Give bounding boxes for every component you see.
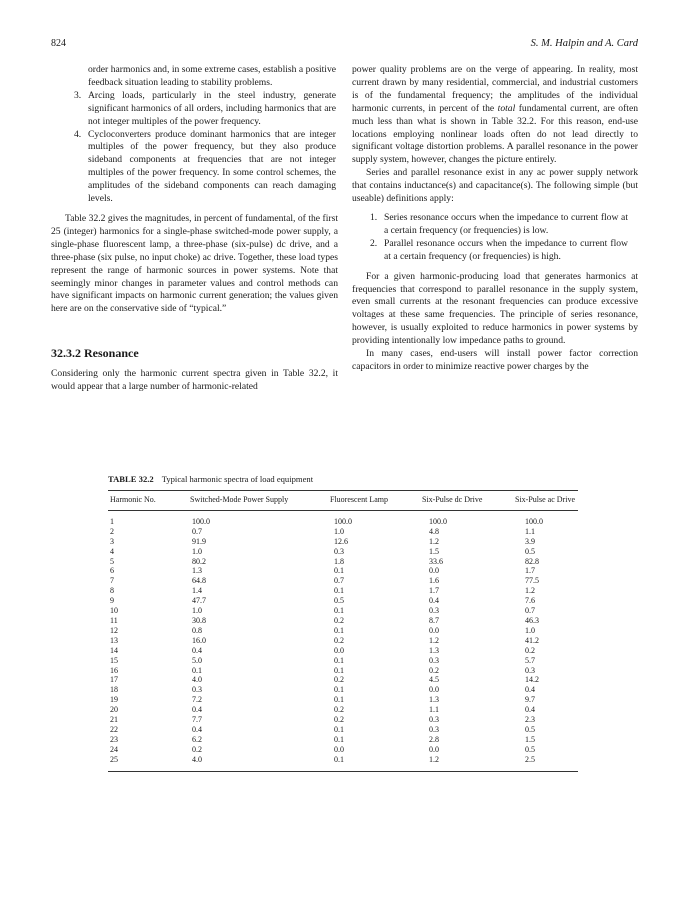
table-cell: 0.5 [525,724,535,734]
table-cell: 22 [110,724,118,734]
table-cell: 14 [110,645,118,655]
table-cell: 77.5 [525,576,539,586]
table-cell: 0.1 [334,566,344,576]
table-cell: 0.0 [334,744,344,754]
table-cell: 1.3 [429,695,439,705]
table-row [108,675,578,685]
table-cell: 1.3 [429,645,439,655]
paragraph-end-users: In many cases, end-users will install power factor correction capacitors in order to minimize reactive power charges by the [352,348,638,372]
column-header: Six-Pulse dc Drive [422,491,515,511]
section-heading-wrapper [51,346,338,360]
table-row [108,725,578,735]
table-cell: 18 [110,685,118,695]
table-cell: 15 [110,655,118,665]
table-cell: 0.1 [334,695,344,705]
table-cell: 1.2 [422,755,515,771]
table-cell: 1.8 [334,556,344,566]
table-cell: 10 [110,606,118,616]
table-cell: 21 [110,715,118,725]
table-cell: 16 [110,665,118,675]
table-cell: 3.9 [525,536,535,546]
table-cell: 0.4 [192,645,202,655]
table-row [108,745,578,755]
table-cell: 11 [110,615,118,625]
table-cell: 0.3 [429,715,439,725]
list-item-number: 4. [74,128,82,140]
emphasis-total: total [497,102,516,114]
list-item [51,90,338,129]
paragraph-harmonic-load: For a given harmonic-producing load that generates harmonics at frequencies that correspond to parallel resonance in the supply system, even small currents at the resonant frequencies can produce excessive voltages at these same frequencies. The principle of series resonance, however, is usually exploited to reduce harmonics in power systems by providing intentionally low impedance paths to ground. [352,270,638,347]
table-cell: 0.2 [192,744,202,754]
column-header: Switched-Mode Power Supply [190,491,330,511]
table-cell: 47.7 [192,596,206,606]
table-row [108,566,578,576]
table-cell: 33.6 [429,556,443,566]
right-column [352,64,638,374]
table-row [108,715,578,725]
table-cell: 41.2 [525,635,539,645]
table-cell: 30.8 [192,615,206,625]
table-cell: 80.2 [192,556,206,566]
paragraph-series-parallel: Series and parallel resonance exist in any ac power supply network that contains inductance(s) and capacitance(s). The following simple (but useable) definitions apply: [352,167,638,205]
table-cell: 0.1 [334,655,344,665]
table-cell: 64.8 [192,576,206,586]
table-cell: 6 [110,566,114,576]
table-cell: 0.2 [334,715,344,725]
table-row [108,586,578,596]
table-cell: 3 [110,536,114,546]
table-cell: 0.3 [525,665,535,675]
paragraph-text: fundamental current, are often much less than what is shown in Table 32.2. For this reason, end-use locations employing nonlinear loads often do not lead directly to significant voltage distortion problems. A parallel resonance in the power supply system, however, changes the picture entirely. [352,102,638,166]
harmonic-spectra-table [108,490,578,772]
table-cell: 1.1 [429,705,439,715]
table-row [108,636,578,646]
table-cell: 5 [110,556,114,566]
table-cell: 12 [110,625,118,635]
table-caption [108,474,313,484]
table-cell: 0.0 [429,685,439,695]
table-cell: 0.4 [525,705,535,715]
left-column [51,64,338,394]
table-row [108,656,578,666]
table-cell: 0.4 [192,705,202,715]
list-item-number: 2. [370,237,378,249]
list-item [51,64,338,90]
table-row [108,616,578,626]
paragraph-table-description: Table 32.2 gives the magnitudes, in percent of fundamental, of the first 25 (integer) harmonics for a single-phase switched-mode power supply, a single-phase fluorescent lamp, a three-phase (six-pulse) dc drive, and a three-phase (six pulse, no input choke) ac drive. Together, these load types represent the range of harmonic sources in power systems. Note that seemingly minor changes in parameter values and control methods can have significant impacts on harmonic current generation; the values given here are on the conservative side of “typical.” [51,212,338,315]
table-cell: 1.0 [192,606,202,616]
table-row [108,755,578,771]
table-cell: 0.1 [334,625,344,635]
list-item [51,129,338,206]
table-cell: 17 [110,675,118,685]
table-cell: 7 [110,576,114,586]
table-cell: 20 [110,705,118,715]
table-label: TABLE 32.2 [108,474,154,484]
table-cell: 0.0 [429,744,439,754]
table-cell: 5.0 [192,655,202,665]
table-row [108,510,578,526]
table-cell: 100.0 [525,516,543,526]
table-cell: 1.5 [525,734,535,744]
table-cell: 0.7 [525,606,535,616]
table-cell: 82.8 [525,556,539,566]
table-cell: 0.7 [192,526,202,536]
table-cell: 0.2 [525,645,535,655]
table-caption-text: Typical harmonic spectra of load equipment [161,474,314,484]
table-cell: 1.4 [192,586,202,596]
column-header: Six-Pulse ac Drive [515,491,578,511]
table-cell: 1.0 [192,546,202,556]
table-cell: 7.6 [525,596,535,606]
table-cell: 0.5 [334,596,344,606]
table-cell: 9.7 [525,695,535,705]
table-cell: 8 [110,586,114,596]
paragraph-resonance-intro: Considering only the harmonic current spectra given in Table 32.2, it would appear that a large number of harmonic-related [51,368,338,393]
table-cell: 2.5 [515,755,578,771]
table-cell: 6.2 [192,734,202,744]
table-cell: 0.4 [192,724,202,734]
paragraph-power-quality [352,64,638,167]
list-item-text: Series resonance occurs when the impedance to current flow at a certain frequency (or frequencies) is low. [384,211,628,236]
list-item-number: 1. [370,211,378,223]
table-cell: 0.1 [192,665,202,675]
running-header-authors: S. M. Halpin and A. Card [530,38,638,49]
table-cell: 1.3 [192,566,202,576]
table-cell: 12.6 [334,536,348,546]
table-row [108,537,578,547]
list-item [352,238,638,264]
table-row [108,695,578,705]
list-item-number: 3. [74,89,82,101]
table-cell: 4.0 [192,675,202,685]
table-cell: 2.8 [429,734,439,744]
list-item-text: Arcing loads, particularly in the steel industry, generate significant harmonics of all orders, including harmonics that are not integer multiples of the power frequency. [88,89,336,127]
table-cell: 9 [110,596,114,606]
table-body [108,510,578,771]
column-header: Fluorescent Lamp [330,491,422,511]
table-header-row [108,491,578,511]
table-cell: 0.5 [525,744,535,754]
table-cell: 4.8 [429,526,439,536]
table-cell: 0.2 [334,615,344,625]
table-cell: 1.0 [334,526,344,536]
table-cell: 16.0 [192,635,206,645]
table-row [108,557,578,567]
table-cell: 0.3 [192,685,202,695]
table-cell: 19 [110,695,118,705]
table-cell: 46.3 [525,615,539,625]
table-cell: 0.0 [429,566,439,576]
table-cell: 0.0 [429,625,439,635]
table-row [108,596,578,606]
table-cell: 0.1 [334,665,344,675]
table-cell: 0.2 [334,675,344,685]
column-header: Harmonic No. [108,491,190,511]
table-row [108,626,578,636]
table-cell: 0.3 [334,546,344,556]
table-cell: 100.0 [429,516,447,526]
table-cell: 0.2 [334,635,344,645]
table-row [108,735,578,745]
table-cell: 2.3 [525,715,535,725]
table-cell: 1 [110,516,114,526]
table-cell: 1.2 [429,635,439,645]
table-cell: 0.1 [334,606,344,616]
page-number: 824 [51,38,66,49]
table-cell: 1.2 [429,536,439,546]
table-cell: 0.2 [429,665,439,675]
table-cell: 5.7 [525,655,535,665]
table-cell: 0.1 [334,685,344,695]
table-row [108,547,578,557]
table-cell: 1.7 [525,566,535,576]
table-row [108,685,578,695]
table-row [108,606,578,616]
table-cell: 0.1 [334,724,344,734]
table-cell: 0.8 [192,625,202,635]
harmonic-sources-list [51,64,338,206]
table-row [108,576,578,586]
table-cell: 1.1 [525,526,535,536]
table-cell: 4.0 [190,755,330,771]
table-cell: 23 [110,734,118,744]
table-cell: 1.6 [429,576,439,586]
table-row [108,527,578,537]
table-cell: 0.4 [525,685,535,695]
table-cell: 0.3 [429,655,439,665]
table-cell: 1.2 [525,586,535,596]
table-cell: 100.0 [334,516,352,526]
table-cell: 1.7 [429,586,439,596]
table-cell: 0.0 [334,645,344,655]
table-cell: 0.4 [429,596,439,606]
table-cell: 1.5 [429,546,439,556]
table-row [108,666,578,676]
table-cell: 0.3 [429,724,439,734]
table-cell: 91.9 [192,536,206,546]
table-cell: 100.0 [192,516,210,526]
list-item-text: Cycloconverters produce dominant harmonics that are integer multiples of the power frequency, but they also produce sideband components at frequencies that are not integer multiples of the power frequency. In some control schemes, the amplitudes of the sideband components can reach damaging levels. [88,128,336,205]
table-cell: 4 [110,546,114,556]
table-cell: 25 [108,755,190,771]
table-cell: 1.0 [525,625,535,635]
section-heading: 32.3.2 Resonance [51,346,139,361]
table-cell: 7.2 [192,695,202,705]
table-cell: 0.1 [334,586,344,596]
table-cell: 0.1 [330,755,422,771]
definitions-list [352,212,638,264]
table-cell: 0.1 [334,734,344,744]
table-cell: 0.3 [429,606,439,616]
table-cell: 0.2 [334,705,344,715]
table-cell: 14.2 [525,675,539,685]
list-item-text: Parallel resonance occurs when the impedance to current flow at a certain frequency (or frequencies) is high. [384,237,628,262]
table-cell: 13 [110,635,118,645]
paragraph-text: power quality problems are on the verge of appearing. In reality, most current drawn by many residential, commercial, and industrial customers is of the fundamental frequency; the amplitudes of the individual harmonic currents, in percent of the [352,64,638,114]
table-cell: 8.7 [429,615,439,625]
list-item [352,212,638,238]
table-cell: 0.7 [334,576,344,586]
table-cell: 2 [110,526,114,536]
table-row [108,705,578,715]
table-cell: 4.5 [429,675,439,685]
table-cell: 24 [110,744,118,754]
table-cell: 7.7 [192,715,202,725]
list-item-text: order harmonics and, in some extreme cases, establish a positive feedback situation leading to stability problems. [88,64,336,88]
table-row [108,646,578,656]
table-cell: 0.5 [525,546,535,556]
